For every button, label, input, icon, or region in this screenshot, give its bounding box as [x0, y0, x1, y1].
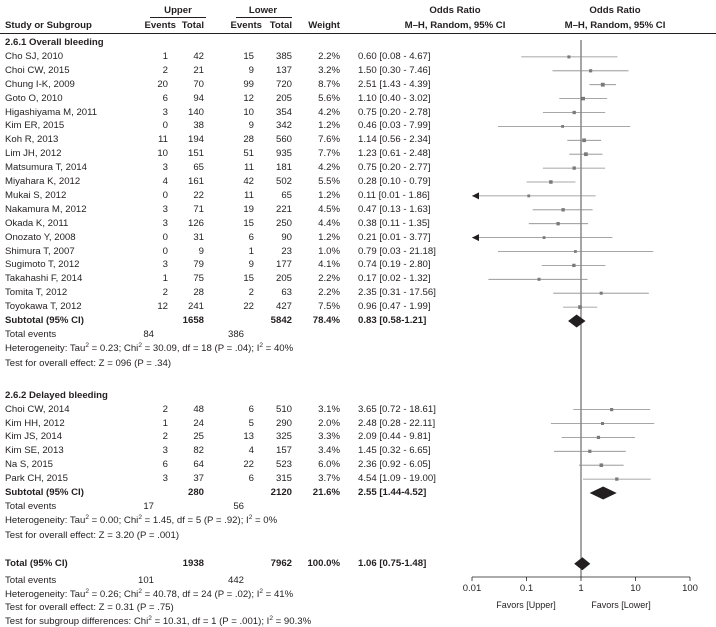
lower-events: 4: [248, 445, 254, 457]
study-ci-marker: [567, 55, 570, 58]
overall-effect-text: Test for overall effect: Z = 3.20 (P = .001): [5, 529, 180, 541]
odds-ratio-ci: 3.65 [0.72 - 18.61]: [358, 403, 436, 415]
upper-events: 2: [162, 431, 168, 443]
study-name: Kim HH, 2012: [5, 417, 65, 429]
lower-total: 177: [275, 259, 292, 271]
odds-ratio-ci: 2.36 [0.92 - 6.05]: [358, 459, 431, 471]
weight-value: 4.5%: [318, 203, 340, 215]
lower-total: 221: [275, 203, 292, 215]
lower-events: 11: [244, 189, 254, 201]
study-name: Takahashi F, 2014: [5, 273, 83, 285]
lower-total: 325: [275, 431, 292, 443]
overall-effect-text: Test for overall effect: Z = 096 (P = .34): [5, 357, 172, 369]
weight-value: 7.7%: [318, 148, 340, 160]
lower-total: 90: [281, 231, 292, 243]
study-name: Okada K, 2011: [5, 217, 69, 229]
lower-events: 11: [244, 162, 254, 174]
odds-ratio-ci: 0.28 [0.10 - 0.79]: [358, 176, 431, 187]
study-ci-marker: [573, 166, 576, 169]
odds-ratio-ci: 1.14 [0.56 - 2.34]: [358, 134, 431, 146]
lower-total: 720: [275, 78, 292, 90]
odds-ratio-ci: 0.74 [0.19 - 2.80]: [358, 259, 431, 271]
heterogeneity-text: Heterogeneity: Tau$^2$ = 0.00; Chi$^2$ = 1.45, df = 5 (P = .92); $I^2 = 0\%$: [5, 513, 278, 526]
weight-value: 3.7%: [318, 473, 340, 485]
lower-events: 15: [243, 50, 254, 62]
upper-total: 126: [187, 217, 204, 229]
lower-events: 5: [248, 417, 254, 429]
lower-events: 6: [248, 231, 254, 243]
lower-events-header: Events: [230, 20, 262, 31]
lower-events: 42: [243, 176, 254, 187]
odds-ratio-ci: 1.45 [0.32 - 6.65]: [358, 445, 431, 457]
study-ci-marker: [556, 222, 559, 225]
upper-total: 65: [193, 162, 204, 174]
odds-ratio-ci: 2.48 [0.28 - 22.11]: [358, 417, 436, 429]
upper-total: 241: [187, 301, 204, 313]
lower-total-header: Total: [269, 20, 292, 31]
upper-total: 21: [193, 64, 204, 76]
lower-total: 354: [275, 106, 292, 118]
weight-value: 2.0%: [318, 417, 340, 429]
subtotal-ci: 0.83 [0.58-1.21]: [358, 315, 427, 326]
upper-total: 37: [193, 473, 204, 485]
study-name: Chung I-K, 2009: [5, 78, 75, 90]
upper-total: 79: [193, 259, 204, 271]
study-name: Mukai S, 2012: [5, 189, 67, 201]
odds-ratio-ci: 0.38 [0.11 - 1.35]: [358, 217, 430, 229]
study-name: Koh R, 2013: [5, 134, 59, 146]
odds-ratio-ci: 0.47 [0.13 - 1.63]: [358, 203, 431, 215]
study-ci-marker: [615, 477, 618, 480]
subgroup-heading: 2.6.1 Overall bleeding: [5, 37, 104, 48]
weight-value: 4.2%: [318, 106, 340, 118]
study-ci-marker: [538, 278, 541, 281]
study-name: Park CH, 2015: [5, 473, 68, 485]
subtotal-weight: 21.6%: [312, 487, 340, 498]
weight-value: 4.4%: [318, 217, 340, 229]
lower-total: 342: [275, 120, 292, 132]
total-weight: 100.0%: [307, 557, 340, 569]
lower-total: 315: [275, 473, 292, 485]
upper-events: 6: [162, 459, 168, 471]
weight-value: 5.5%: [318, 176, 340, 187]
upper-events: 2: [162, 403, 168, 415]
study-ci-marker: [572, 264, 575, 267]
favors-upper-label: Favors [Upper]: [496, 600, 556, 610]
weight-value: 3.3%: [318, 431, 340, 443]
study-name: Choi CW, 2014: [5, 403, 70, 415]
lower-events: 99: [243, 78, 254, 90]
upper-events: 2: [162, 287, 168, 299]
lower-total: 427: [275, 301, 292, 313]
odds-ratio-ci: 0.75 [0.20 - 2.78]: [358, 106, 431, 118]
heterogeneity-text: Heterogeneity: Tau$^2$ = 0.23; Chi$^2$ = 30.09, df = 18 (P = .04); $I^2 = 40\%$: [5, 341, 294, 354]
lower-events: 51: [243, 148, 254, 160]
odds-ratio-ci: 0.17 [0.02 - 1.32]: [358, 273, 431, 285]
lower-events: 2: [248, 287, 254, 299]
upper-events: 4: [162, 176, 168, 187]
subtotal-lower-total: 5842: [270, 315, 292, 326]
subtotal-label: Subtotal (95% CI): [5, 487, 84, 498]
weight-value: 8.7%: [318, 78, 340, 90]
study-ci-marker: [582, 138, 586, 142]
study-name: Shimura T, 2007: [5, 245, 75, 257]
study-column-header: Study or Subgroup: [5, 20, 92, 31]
weight-value: 5.6%: [318, 92, 340, 104]
total-upper-total: 1938: [182, 557, 204, 569]
study-ci-marker: [597, 436, 600, 439]
lower-events: 1: [248, 245, 254, 257]
total-events-label: Total events: [5, 574, 57, 586]
lower-events: 13: [243, 431, 254, 443]
total-lower-events: 386: [227, 328, 244, 340]
total-lower-events: 442: [227, 574, 244, 586]
weight-value: 1.2%: [318, 120, 340, 132]
lower-total: 385: [275, 50, 292, 62]
upper-events: 3: [162, 473, 168, 485]
weight-value: 2.2%: [318, 273, 340, 285]
study-name: Goto O, 2010: [5, 92, 63, 104]
plot-method-header: M–H, Random, 95% CI: [564, 20, 666, 31]
total-events-label: Total events: [5, 500, 57, 512]
upper-total: 9: [198, 245, 204, 257]
upper-total: 22: [193, 189, 204, 201]
upper-total: 24: [193, 417, 204, 429]
study-name: Kim JS, 2014: [5, 431, 63, 443]
subtotal-ci: 2.55 [1.44-4.52]: [358, 487, 427, 498]
lower-total: 63: [281, 287, 292, 299]
odds-ratio-ci: 2.35 [0.31 - 17.56]: [358, 287, 436, 299]
study-name: Cho SJ, 2010: [5, 50, 64, 62]
subtotal-label: Subtotal (95% CI): [5, 315, 84, 326]
study-ci-marker: [600, 292, 603, 295]
lower-events: 12: [243, 92, 254, 104]
weight-value: 1.0%: [318, 245, 340, 257]
total-label: Total (95% CI): [5, 557, 68, 569]
study-name: Lim JH, 2012: [5, 148, 62, 160]
study-ci-marker: [543, 236, 546, 239]
lower-total: 205: [275, 273, 292, 285]
upper-total: 28: [193, 287, 204, 299]
study-name: Sugimoto T, 2012: [5, 259, 80, 271]
study-ci-arrow: [472, 192, 479, 199]
upper-total: 75: [193, 273, 204, 285]
x-tick-label: 10: [630, 583, 641, 594]
study-ci-marker: [578, 305, 582, 309]
study-name: Higashiyama M, 2011: [5, 106, 98, 118]
lower-total: 23: [281, 245, 292, 257]
total-diamond: [574, 557, 590, 570]
weight-header: Weight: [308, 20, 340, 31]
lower-total: 935: [275, 148, 292, 160]
upper-total: 161: [187, 176, 204, 187]
upper-events: 0: [162, 231, 168, 243]
weight-value: 1.2%: [318, 189, 340, 201]
lower-events: 15: [243, 273, 254, 285]
lower-total: 181: [275, 162, 292, 174]
upper-total: 140: [187, 106, 204, 118]
subtotal-diamond: [568, 315, 585, 328]
total-heterogeneity-text: Heterogeneity: Tau$^2$ = 0.26; Chi$^2$ = 40.78, df = 24 (P = .02); $I^2 = 41\%$: [5, 587, 294, 600]
upper-total: 94: [193, 92, 204, 104]
odds-ratio-ci: 4.54 [1.09 - 19.00]: [358, 473, 436, 485]
odds-ratio-ci: 1.23 [0.61 - 2.48]: [358, 148, 431, 160]
upper-total: 82: [193, 445, 204, 457]
upper-events-header: Events: [144, 20, 176, 31]
lower-total: 290: [275, 417, 292, 429]
total-lower-total: 7962: [270, 557, 292, 569]
x-tick-label: 100: [682, 583, 698, 594]
total-upper-events: 17: [143, 500, 154, 512]
study-ci-marker: [549, 180, 552, 183]
study-ci-marker: [601, 422, 604, 425]
or-method-header: M–H, Random, 95% CI: [404, 20, 506, 31]
lower-events: 6: [248, 403, 254, 415]
weight-value: 3.2%: [318, 64, 340, 76]
lower-total: 510: [275, 403, 292, 415]
total-events-label: Total events: [5, 328, 57, 340]
lower-group-header: Lower: [248, 5, 278, 16]
weight-value: 2.2%: [318, 50, 340, 62]
lower-events: 6: [248, 473, 254, 485]
odds-ratio-ci: 2.51 [1.43 - 4.39]: [358, 78, 431, 90]
upper-events: 11: [158, 134, 168, 146]
upper-events: 20: [157, 78, 168, 90]
plot-column-title: Odds Ratio: [589, 5, 641, 16]
odds-ratio-ci: 0.96 [0.47 - 1.99]: [358, 301, 431, 313]
odds-ratio-ci: 0.60 [0.08 - 4.67]: [358, 50, 431, 62]
upper-events: 6: [162, 92, 168, 104]
weight-value: 4.2%: [318, 162, 340, 174]
odds-ratio-ci: 0.21 [0.01 - 3.77]: [358, 231, 431, 243]
study-ci-marker: [573, 111, 576, 114]
odds-ratio-ci: 0.79 [0.03 - 21.18]: [358, 245, 436, 257]
study-ci-arrow: [472, 234, 479, 241]
study-ci-marker: [600, 463, 604, 467]
lower-events: 10: [243, 106, 254, 118]
odds-ratio-ci: 0.46 [0.03 - 7.99]: [358, 120, 431, 132]
study-name: Matsumura T, 2014: [5, 162, 87, 174]
lower-total: 250: [275, 217, 292, 229]
weight-value: 7.6%: [318, 134, 340, 146]
study-ci-marker: [582, 97, 586, 101]
upper-total: 48: [193, 403, 204, 415]
study-ci-marker: [610, 408, 613, 411]
total-lower-events: 56: [233, 500, 244, 512]
lower-total: 560: [275, 134, 292, 146]
upper-events: 1: [162, 50, 168, 62]
study-ci-marker: [561, 208, 564, 211]
study-ci-marker: [561, 125, 564, 128]
lower-events: 22: [243, 459, 254, 471]
total-upper-events: 101: [137, 574, 154, 586]
upper-events: 1: [162, 417, 168, 429]
upper-total-header: Total: [181, 20, 204, 31]
study-name: Kim ER, 2015: [5, 120, 65, 132]
lower-events: 9: [248, 259, 254, 271]
subtotal-lower-total: 2120: [270, 487, 292, 498]
upper-events: 12: [157, 301, 168, 313]
or-column-title: Odds Ratio: [429, 5, 481, 16]
total-upper-events: 84: [143, 328, 154, 340]
upper-total: 194: [187, 134, 204, 146]
weight-value: 4.1%: [318, 259, 340, 271]
study-name: Na S, 2015: [5, 459, 54, 471]
upper-events: 2: [162, 64, 168, 76]
upper-events: 0: [162, 120, 168, 132]
upper-total: 151: [187, 148, 204, 160]
study-name: Nakamura M, 2012: [5, 203, 87, 215]
upper-total: 38: [193, 120, 204, 132]
upper-total: 31: [193, 231, 204, 243]
weight-value: 3.4%: [318, 445, 340, 457]
odds-ratio-ci: 1.50 [0.30 - 7.46]: [358, 64, 431, 76]
study-name: Onozato Y, 2008: [5, 231, 76, 243]
lower-total: 523: [275, 459, 292, 471]
weight-value: 3.1%: [318, 403, 340, 415]
lower-total: 502: [275, 176, 292, 187]
study-name: Tomita T, 2012: [5, 287, 68, 299]
odds-ratio-ci: 1.10 [0.40 - 3.02]: [358, 92, 431, 104]
upper-group-header: Upper: [164, 5, 192, 16]
study-ci-marker: [574, 250, 577, 253]
weight-value: 1.2%: [318, 231, 340, 243]
study-ci-marker: [584, 152, 588, 156]
x-tick-label: 1: [578, 583, 584, 594]
lower-total: 137: [275, 64, 292, 76]
subtotal-upper-total: 280: [187, 487, 204, 498]
subgroup-differences-text: Test for subgroup differences: Chi$^2$ = 10.31, df = 1 (P = .001); $I^2 = 90.3\%$: [5, 615, 312, 627]
weight-value: 7.5%: [318, 301, 340, 313]
upper-total: 42: [193, 50, 204, 62]
weight-value: 6.0%: [318, 459, 340, 471]
study-name: Miyahara K, 2012: [5, 176, 81, 187]
upper-events: 0: [162, 189, 168, 201]
lower-total: 157: [275, 445, 292, 457]
lower-events: 9: [248, 64, 254, 76]
upper-total: 25: [193, 431, 204, 443]
lower-events: 9: [248, 120, 254, 132]
study-ci-marker: [588, 450, 591, 453]
x-tick-label: 0.01: [462, 583, 482, 594]
favors-lower-label: Favors [Lower]: [591, 600, 651, 610]
subgroup-heading: 2.6.2 Delayed bleeding: [5, 389, 108, 401]
study-name: Toyokawa T, 2012: [5, 301, 82, 313]
subtotal-weight: 78.4%: [312, 315, 340, 326]
study-ci-marker: [601, 83, 605, 87]
upper-events: 3: [162, 203, 168, 215]
lower-events: 22: [243, 301, 254, 313]
odds-ratio-ci: 0.11 [0.01 - 1.86]: [358, 189, 430, 201]
study-ci-marker: [589, 69, 592, 72]
upper-total: 64: [193, 459, 204, 471]
upper-events: 3: [162, 162, 168, 174]
subtotal-upper-total: 1658: [182, 315, 204, 326]
upper-events: 3: [162, 445, 168, 457]
odds-ratio-ci: 2.09 [0.44 - 9.81]: [358, 431, 431, 443]
lower-events: 19: [243, 203, 254, 215]
upper-total: 70: [193, 78, 204, 90]
total-ci: 1.06 [0.75-1.48]: [358, 557, 427, 569]
upper-total: 71: [193, 203, 204, 215]
study-name: Choi CW, 2015: [5, 64, 70, 76]
upper-events: 0: [162, 245, 168, 257]
lower-total: 65: [281, 189, 292, 201]
subtotal-diamond: [590, 487, 617, 500]
study-ci-marker: [527, 194, 530, 197]
lower-events: 28: [243, 134, 254, 146]
total-overall-effect-text: Test for overall effect: Z = 0.31 (P = .75): [5, 602, 174, 614]
upper-events: 3: [162, 259, 168, 271]
upper-events: 1: [162, 273, 168, 285]
odds-ratio-ci: 0.75 [0.20 - 2.77]: [358, 162, 431, 174]
upper-events: 3: [162, 106, 168, 118]
lower-total: 205: [275, 92, 292, 104]
study-name: Kim SE, 2013: [5, 445, 64, 457]
lower-events: 15: [243, 217, 254, 229]
weight-value: 2.2%: [318, 287, 340, 299]
x-tick-label: 0.1: [519, 583, 534, 594]
upper-events: 3: [162, 217, 168, 229]
upper-events: 10: [157, 148, 168, 160]
